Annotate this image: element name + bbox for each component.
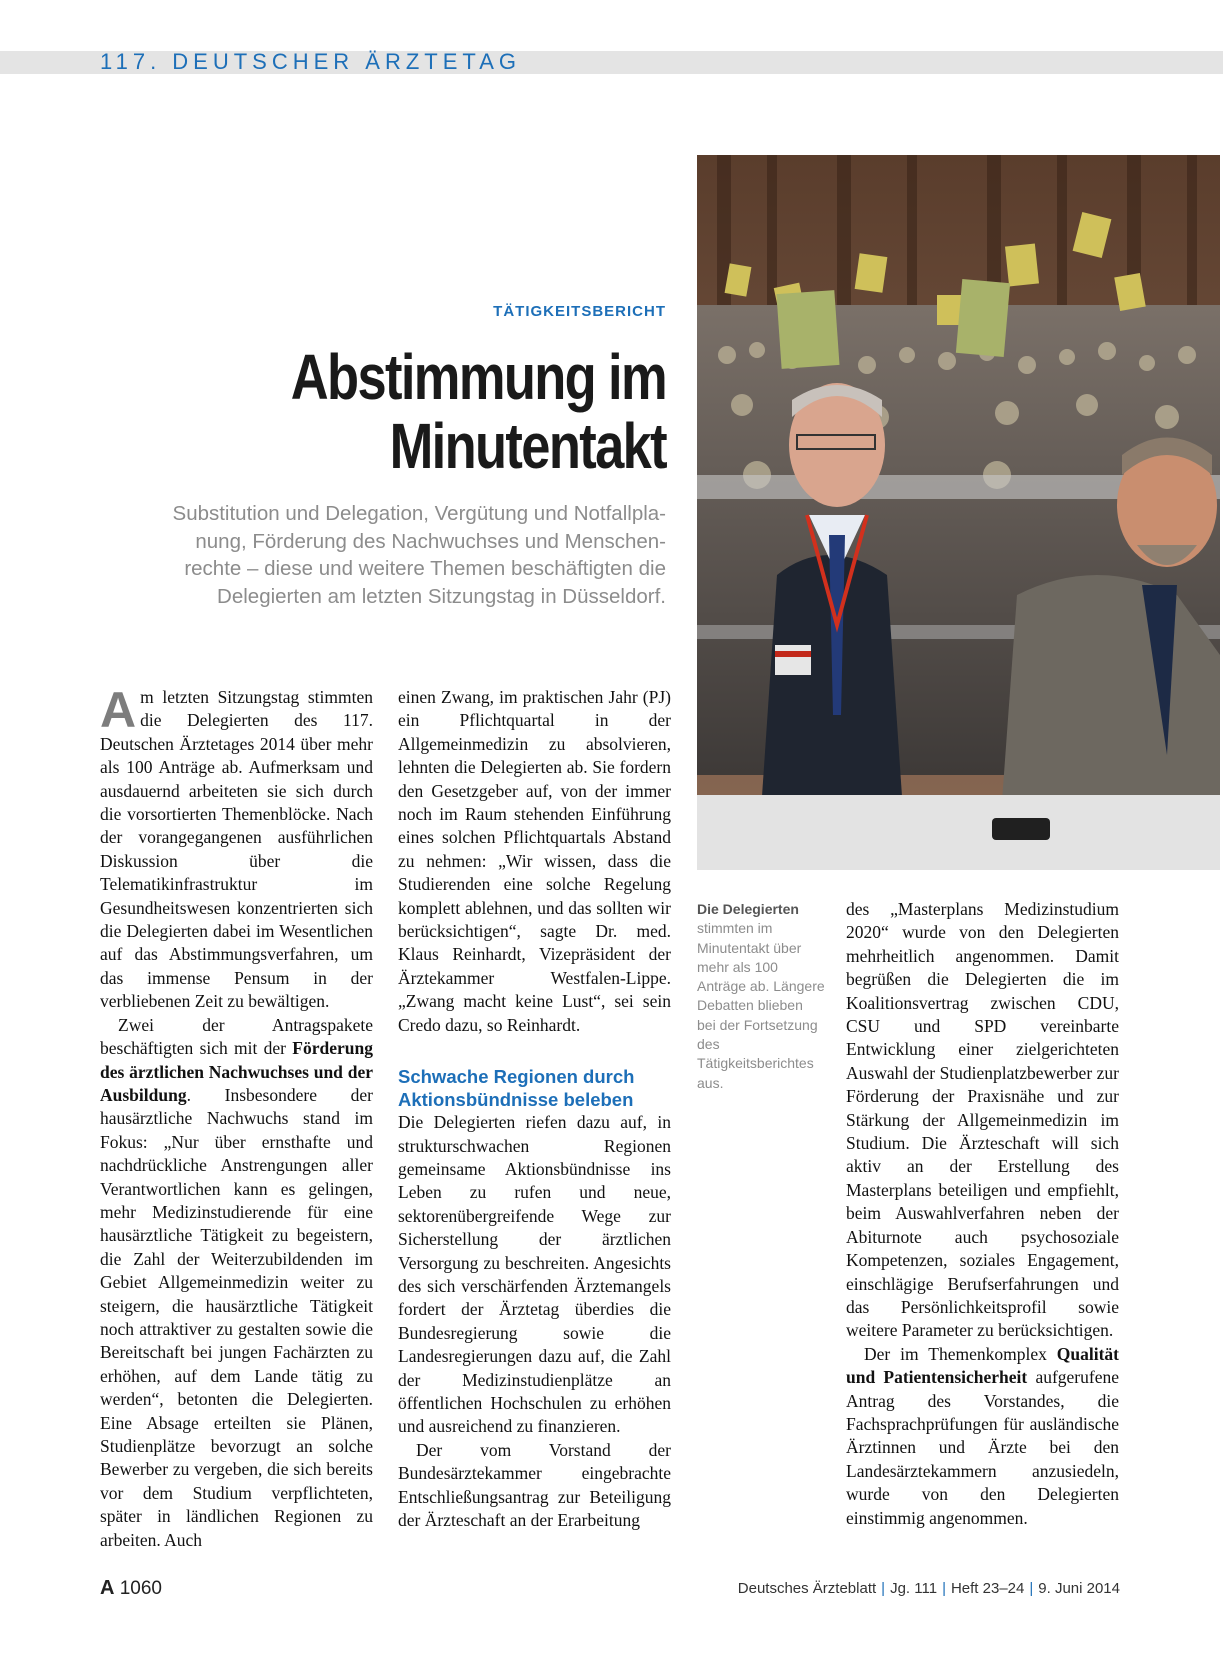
paragraph-qualitaet-text-b: aufgerufene Antrag des Vorstandes, die Fachsprachprüfungen für ausländische Ärztinnen und Ärzte bei den Landesärztekammern anzusiedeln, wurde von den Delegierten einstimmig angenommen. (846, 1367, 1119, 1528)
paragraph-nachwuchs-text-a: Zwei der Antragspakete beschäftigten sich mit der (100, 1014, 373, 1059)
lead-line-4: Delegierten am letzten Sitzungstag in Düsseldorf. (217, 584, 666, 608)
headline-line-1: Abstimmung im (290, 341, 666, 413)
photo-caption (697, 900, 825, 1093)
article-column-1 (100, 682, 373, 1552)
caption-text: stimmten im Minutentakt über mehr als 100 Anträge ab. Längere Debatten blieben bei der Fortsetzung des Tätigkeitsberichtes aus. (697, 920, 825, 1091)
separator: | (881, 1580, 886, 1597)
page-number-value: 1060 (119, 1578, 163, 1599)
paragraph-qualitaet-bold: Qualität und Patientensicherheit (846, 1343, 1119, 1388)
journal-footer (738, 1580, 1120, 1597)
paragraph-pj: einen Zwang, im praktischen Jahr (PJ) ein Pflichtquartal in der Allgemeinmedizin zu absolvieren, lehnten die Delegierten ab. Sie fordern den Gesetzgeber auf, von der immer noch im Raum stehenden Einführung eines solchen Pflichtquartals Abstand zu nehmen: „Wir wissen, dass die Studierenden eine solche Regelung komplett ablehnen, und das sollten wir berücksichtigen“, sagte Dr. med. Klaus Reinhardt, Vizepräsident der Ärztekammer Westfalen-Lippe. „Zwang macht keine Lust“, sei sein Credo dazu, so Reinhardt. (398, 687, 671, 1035)
paragraph-nachwuchs (100, 1014, 373, 1552)
article-column-2 (398, 686, 671, 1532)
paragraph-nachwuchs-text-b: . Insbesondere der hausärztliche Nachwuchs stand im Fokus: „Nur über ernsthafte und nachdrückliche Anstrengungen aller Verantwortlichen kann es gelingen, mehr Medizinstudierende für eine hausärztliche Tätigkeit zu begeistern, die Zahl der Weiterzubildenden im Gebiet Allgemeinmedizin weiter zu steigern, die hausärztliche Tätigkeit noch attraktiver zu gestalten sowie die Bereitschaft bei jungen Fachärzten zu erhöhen, auf dem Lande tätig zu werden“, betonten die Delegierten. Eine Absage erteilten sie Plänen, Studienplätze bevorzugt an solche Bewerber zu vergeben, die sich bereits vor dem Studium verpflichteten, später in ländlichen Regionen zu arbeiten. Auch (100, 1084, 373, 1550)
drop-cap: A (100, 682, 137, 738)
article-kicker: TÄTIGKEITSBERICHT (493, 303, 666, 320)
paragraph-regionen: Die Delegierten riefen dazu auf, in strukturschwachen Regionen gemeinsame Aktionsbündnisse ins Leben zu rufen und neue, sektorenübergreifende Wege zur Sicherstellung der ärztlichen Versorgung zu beschreiten. Angesichts des sich verschärfenden Ärztemangels fordert der Ärztetag überdies die Bundesregierung sowie die Landesregierungen dazu auf, die Zahl der Medizinstudienplätze an öffentlichen Hochschulen zu erhöhen und ausreichend zu finanzieren. (398, 1112, 671, 1437)
paragraph-qualitaet-text-a: Der im Themenkomplex (864, 1343, 1057, 1364)
page-prefix: A (100, 1577, 115, 1599)
paragraph-entschliessung: Der vom Vorstand der Bundesärztekammer eingebrachte Entschließungsantrag zur Beteiligung der Ärzteschaft an der Erarbeitung (398, 1439, 671, 1530)
paragraph-intro (100, 682, 373, 1014)
paragraph-masterplan: des „Masterplans Medizinstudium 2020“ wurde von den Delegierten mehrheitlich angenommen. Damit begrüßen die Delegierten die im Koalitionsvertrag zwischen CDU, CSU und SPD vereinbarte Entwicklung einer zielgerichteten Auswahl der Studienplatzbewerber zur Förderung der Praxisnähe und zur Stärkung der Allgemeinmedizin im Studium. Die Ärzteschaft will sich aktiv an der Erstellung des Masterplans beteiligen und empfiehlt, beim Auswahlverfahren neben der Abiturnote auch psychosoziale Kompetenzen, soziales Engagement, einschlägige Berufserfahrungen und das Persönlichkeitsprofil sowie weitere Parameter zu berücksichtigen. (846, 899, 1119, 1341)
paragraph-nachwuchs-bold: Förderung des ärztlichen Nachwuchses und der Ausbildung (100, 1038, 373, 1105)
lead-line-1: Substitution und Delegation, Vergütung und Notfallpla- (172, 502, 666, 525)
paragraph-intro-text: m letzten Sitzungstag stimmten die Delegierten des 117. Deutschen Ärztetages 2014 über mehr als 100 Anträge ab. Aufmerksam und ausdauernd arbeiteten sie sich durch die vorsortierten Themenblöcke. Nach der vorangegangenen ausführlichen Diskussion über die Telematikinfrastruktur im Gesundheitswesen konzentrierten sich die Delegierten dabei im Wesentlichen auf das Abstimmungsverfahren, um das immense Pensum in der verbliebenen Zeit zu bewältigen. (100, 687, 373, 1012)
paragraph-qualitaet (846, 1343, 1119, 1530)
lead-line-2: nung, Förderung des Nachwuchses und Menschen- (195, 529, 666, 553)
journal-issue: Heft 23–24 (950, 1580, 1025, 1597)
subheading: Schwache Regionen durch Aktionsbündnisse beleben (398, 1066, 635, 1111)
article-headline (174, 343, 666, 481)
journal-volume: Jg. 111 (890, 1580, 938, 1597)
separator: | (942, 1580, 946, 1597)
section-header: 117. DEUTSCHER ÄRZTETAG (100, 49, 522, 74)
journal-date: 9. Juni 2014 (1038, 1580, 1120, 1597)
article-lead (76, 500, 666, 610)
separator: | (1029, 1580, 1034, 1597)
delegates-photo (697, 155, 1220, 870)
journal-name: Deutsches Ärzteblatt (737, 1580, 877, 1597)
page-number (100, 1577, 162, 1600)
lead-line-3: rechte – diese und weitere Themen beschäftigten die (184, 557, 666, 580)
headline-line-2: Minutentakt (389, 410, 666, 482)
caption-bold: Die Delegierten (697, 901, 799, 917)
delegates-photo-illustration (697, 155, 1220, 870)
article-column-3 (846, 898, 1119, 1530)
